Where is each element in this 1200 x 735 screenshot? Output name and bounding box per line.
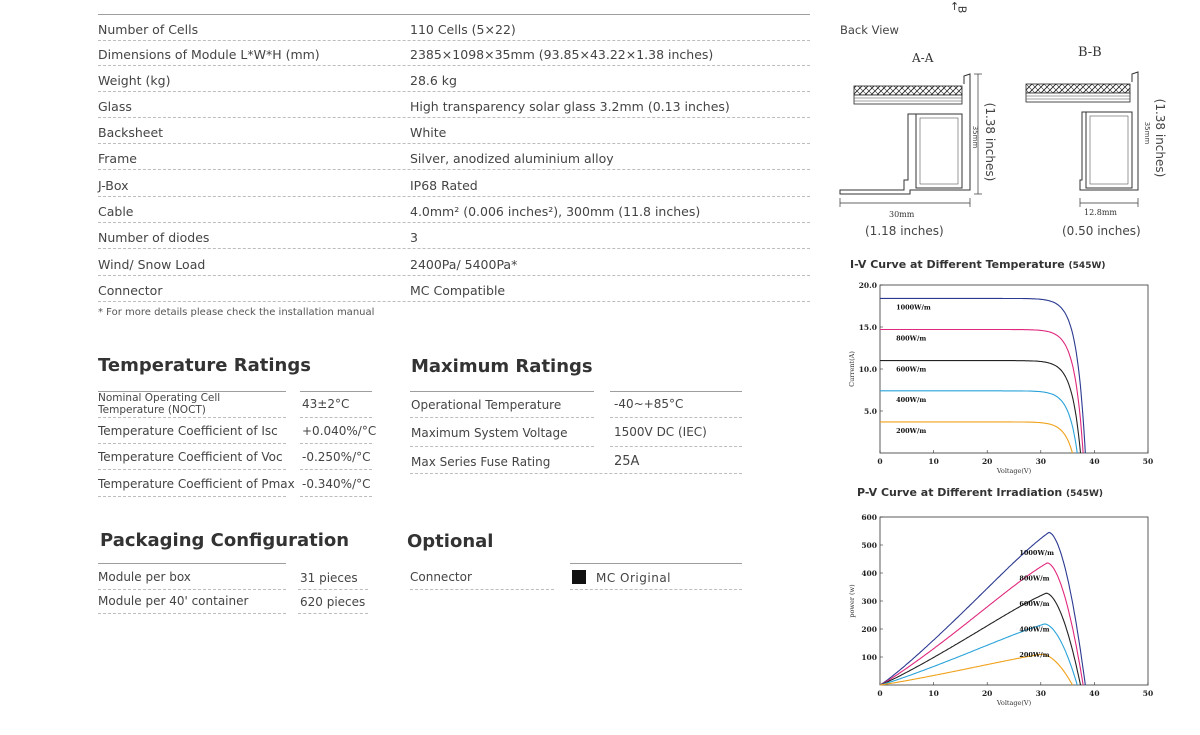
y-axis-label: power (w): [848, 584, 856, 618]
spec-row: [98, 92, 810, 118]
spec-row: [98, 171, 810, 197]
frame-section-a-drawing: [836, 70, 1006, 215]
b-height-mm: 35mm: [1143, 121, 1151, 145]
x-tick-label: 0: [877, 457, 883, 466]
iv-curve-chart: [840, 276, 1160, 482]
spec-value: IP68 Rated: [410, 178, 478, 193]
x-tick-label: 20: [981, 689, 993, 698]
spec-row: [98, 118, 810, 144]
max-row-value: 25A: [614, 454, 640, 469]
series-label: 200W/m: [896, 426, 927, 435]
series-label: 1000W/m: [896, 303, 931, 312]
x-tick-label: 30: [1035, 689, 1047, 698]
b-width-inches: (0.50 inches): [1062, 224, 1141, 238]
temp-row-divider: [300, 496, 372, 497]
spec-label: Dimensions of Module L*W*H (mm): [98, 47, 320, 62]
series-label: 1000W/m: [1019, 548, 1055, 557]
back-view-label: Back View: [840, 23, 899, 37]
series-label: 600W/m: [896, 365, 927, 374]
optional-rule: [570, 563, 742, 564]
a-width-mm: 30mm: [889, 210, 915, 219]
spec-value: High transparency solar glass 3.2mm (0.13 inches): [410, 99, 730, 114]
spec-row: [98, 15, 810, 41]
spec-row: [98, 197, 810, 223]
spec-label: Cable: [98, 204, 134, 219]
temp-row-label: Temperature Coefficient of Pmax: [98, 477, 295, 491]
optional-value: MC Original: [596, 571, 672, 585]
max-row-label: Maximum System Voltage: [411, 426, 568, 440]
x-tick-label: 20: [981, 457, 993, 466]
y-tick-label: 10.0: [858, 365, 877, 374]
x-tick-label: 50: [1142, 457, 1154, 466]
plot-frame: [880, 517, 1148, 685]
series-label: 600W/m: [1019, 599, 1050, 608]
pack-row-divider: [98, 613, 286, 614]
spec-row: [98, 66, 810, 92]
y-tick-label: 500: [861, 541, 877, 550]
x-tick-label: 40: [1089, 457, 1100, 466]
spec-value: 110 Cells (5×22): [410, 22, 516, 37]
pack-row-label: Module per 40' container: [98, 594, 249, 608]
spec-row: [98, 40, 810, 66]
temp-row-divider: [300, 469, 372, 470]
temp-row-divider: [98, 496, 286, 497]
pack-row-divider: [98, 589, 286, 590]
temp-row-value: -0.340%/°C: [302, 477, 371, 491]
x-tick-label: 10: [928, 457, 939, 466]
pack-row-divider: [298, 613, 368, 614]
spec-value: White: [410, 125, 447, 140]
max-row-divider: [410, 473, 742, 474]
max-rule-left: [410, 391, 594, 392]
temp-row-label: Temperature Coefficient of Voc: [98, 450, 283, 464]
spec-label: Glass: [98, 99, 132, 114]
spec-label: Wind/ Snow Load: [98, 257, 206, 272]
y-axis-label: Current(A): [848, 351, 856, 387]
y-tick-label: 5.0: [863, 407, 877, 416]
optional-label: Connector: [410, 570, 472, 584]
pack-row-value: 620 pieces: [300, 595, 366, 609]
temp-row-divider: [300, 443, 372, 444]
max-row-divider: [410, 417, 594, 418]
pv-curve-chart: [840, 508, 1160, 714]
connector-swatch: [572, 570, 586, 584]
series-line: [880, 593, 1081, 685]
series-label: 400W/m: [1019, 625, 1050, 634]
y-tick-label: 600: [861, 513, 877, 522]
temp-row-label: Temperature Coefficient of Isc: [98, 424, 278, 438]
x-tick-label: 40: [1089, 689, 1100, 698]
section-a-label: A-A: [912, 51, 934, 65]
b-height-inches: (1.38 inches): [1153, 98, 1167, 178]
max-row-label: Max Series Fuse Rating: [411, 455, 551, 469]
iv-chart-power: 545W: [1072, 261, 1102, 271]
spec-value: 28.6 kg: [410, 73, 457, 88]
x-axis-label: Voltage(V): [996, 467, 1032, 475]
y-tick-label: 100: [861, 653, 877, 662]
section-b-label: B-B: [1078, 45, 1102, 60]
series-label: 400W/m: [896, 395, 927, 404]
max-row-divider: [610, 446, 742, 447]
x-tick-label: 10: [928, 689, 939, 698]
iv-chart-title: I-V Curve at Different Temperature (545W): [850, 258, 1106, 271]
series-label: 800W/m: [1019, 574, 1050, 583]
installation-note: * For more details please check the installation manual: [98, 307, 375, 318]
series-label: 200W/m: [1019, 651, 1050, 660]
spec-value: 2400Pa/ 5400Pa*: [410, 257, 518, 272]
x-tick-label: 0: [877, 689, 883, 698]
y-tick-label: 200: [861, 625, 877, 634]
y-tick-label: 20.0: [858, 281, 877, 290]
spec-value: 2385×1098×35mm (93.85×43.22×1.38 inches): [410, 47, 714, 62]
x-tick-label: 30: [1035, 457, 1047, 466]
optional-title: Optional: [407, 531, 494, 552]
section-arrow-label: B: [955, 5, 969, 14]
y-tick-label: 300: [861, 597, 877, 606]
temp-row-divider: [300, 417, 372, 418]
temp-row-label: Nominal Operating Cell Temperature (NOCT): [98, 392, 221, 416]
pv-chart-power: 545W: [1070, 489, 1099, 499]
max-row-label: Operational Temperature: [411, 398, 562, 412]
packaging-title: Packaging Configuration: [100, 530, 350, 551]
a-width-inches: (1.18 inches): [865, 224, 944, 238]
temp-row-divider: [98, 469, 286, 470]
y-tick-label: 15.0: [858, 323, 877, 332]
spec-row: [98, 250, 810, 276]
max-row-divider: [610, 417, 742, 418]
arrow-up-icon: ↑: [950, 0, 960, 13]
temp-row-divider: [98, 443, 286, 444]
temp-row-value: 43±2°C: [302, 397, 350, 411]
spec-row: [98, 223, 810, 249]
pack-row-label: Module per box: [98, 570, 191, 584]
temperature-ratings-title: Temperature Ratings: [98, 355, 311, 376]
pack-rule-left: [98, 563, 286, 564]
spec-label: Number of Cells: [98, 22, 199, 37]
spec-value: MC Compatible: [410, 283, 506, 298]
spec-label: Weight (kg): [98, 73, 171, 88]
b-width-mm: 12.8mm: [1084, 208, 1117, 217]
y-tick-label: 400: [861, 569, 877, 578]
spec-label: Backsheet: [98, 125, 164, 140]
temp-row-divider: [98, 417, 286, 418]
spec-label: Frame: [98, 151, 137, 166]
pack-row-value: 31 pieces: [300, 571, 358, 585]
series-line: [880, 361, 1081, 453]
series-line: [880, 533, 1085, 686]
spec-label: J-Box: [98, 178, 129, 193]
max-row-value: -40~+85°C: [614, 397, 684, 411]
x-tick-label: 50: [1142, 689, 1154, 698]
iv-chart-title-text: I-V Curve at Different Temperature: [850, 258, 1065, 271]
frame-section-b-drawing: [1020, 66, 1160, 211]
spec-value: 3: [410, 230, 418, 245]
temp-row-value: -0.250%/°C: [302, 450, 371, 464]
spec-row: [98, 144, 810, 170]
a-height-mm: 35mm: [971, 125, 979, 149]
spec-row: [98, 276, 810, 302]
max-row-value: 1500V DC (IEC): [614, 425, 707, 439]
spec-value: 4.0mm² (0.006 inches²), 300mm (11.8 inches): [410, 204, 701, 219]
pack-row-divider: [298, 589, 368, 590]
series-line: [880, 563, 1083, 685]
spec-label: Number of diodes: [98, 230, 210, 245]
optional-divider: [570, 589, 742, 590]
max-rule-right: [610, 391, 742, 392]
optional-divider: [410, 589, 554, 590]
maximum-ratings-title: Maximum Ratings: [411, 356, 593, 377]
max-row-divider: [410, 446, 594, 447]
temp-row-value: +0.040%/°C: [302, 424, 377, 438]
pv-chart-title-text: P-V Curve at Different Irradiation: [857, 486, 1063, 499]
a-height-inches: (1.38 inches): [983, 102, 997, 182]
spec-value: Silver, anodized aluminium alloy: [410, 151, 614, 166]
pv-chart-title: P-V Curve at Different Irradiation (545W): [857, 486, 1104, 499]
series-label: 800W/m: [896, 334, 927, 343]
temp-rule-right: [300, 391, 372, 392]
x-axis-label: Voltage(V): [996, 699, 1032, 707]
spec-label: Connector: [98, 283, 163, 298]
